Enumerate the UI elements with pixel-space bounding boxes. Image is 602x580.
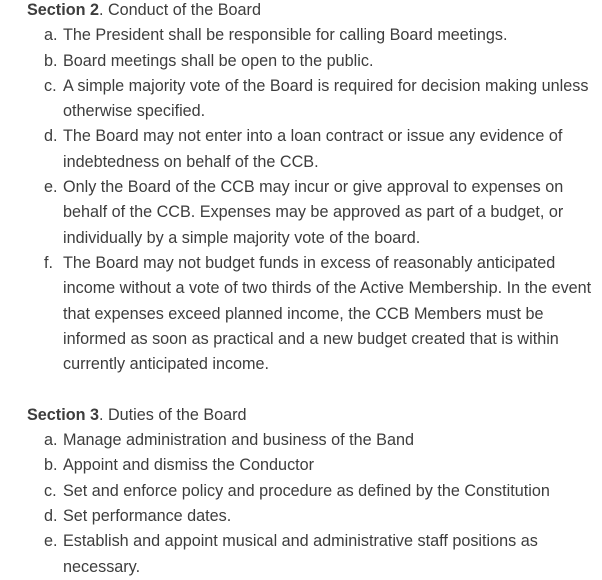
list-item-text: Set performance dates. xyxy=(63,506,232,525)
section-list xyxy=(0,23,602,377)
section-spacer xyxy=(0,377,602,402)
section-title: . Conduct of the Board xyxy=(98,1,261,19)
list-marker: a. xyxy=(44,431,58,450)
list-marker: a. xyxy=(44,26,58,45)
list-marker: f. xyxy=(44,253,53,272)
list-item-text: The Board may not enter into a loan contract or issue any evidence of indebtedness on behalf of the CCB. xyxy=(63,127,563,171)
list-marker: b. xyxy=(44,51,58,70)
list-item xyxy=(0,175,602,251)
list-item xyxy=(0,428,602,453)
list-marker: b. xyxy=(44,456,58,475)
list-item xyxy=(0,251,602,377)
section-heading xyxy=(27,0,602,23)
list-item xyxy=(0,49,602,74)
list-item-text: The Board may not budget funds in excess of reasonably anticipated income without a vote of two thirds of the Active Membership. In the event that expenses exceed planned income, the CCB Members must be informed as soon as practical and a new budget created that is within currently anticipated income. xyxy=(63,253,592,374)
section-number: Section 2 xyxy=(27,1,99,19)
list-item xyxy=(0,453,602,478)
list-item xyxy=(0,74,602,125)
list-item-text: Only the Board of the CCB may incur or give approval to expenses on behalf of the CCB. Expenses may be approved as part of a budget, or individually by a simple majority vote of the board. xyxy=(63,178,564,247)
list-item-text: Establish and appoint musical and administrative staff positions as necessary. xyxy=(63,532,538,576)
list-item-text: Appoint and dismiss the Conductor xyxy=(63,456,315,475)
list-marker: c. xyxy=(44,76,57,95)
list-item-text: Set and enforce policy and procedure as defined by the Constitution xyxy=(63,481,550,500)
list-item xyxy=(0,479,602,504)
list-item xyxy=(0,23,602,48)
list-item xyxy=(0,124,602,175)
list-item-text: Manage administration and business of the Band xyxy=(63,431,414,450)
section-3 xyxy=(0,403,602,580)
list-item-text: The President shall be responsible for calling Board meetings. xyxy=(63,26,508,45)
list-marker: d. xyxy=(44,506,58,525)
list-marker: e. xyxy=(44,532,58,551)
list-item-text: A simple majority vote of the Board is required for decision making unless otherwise specified. xyxy=(63,76,589,121)
section-title: . Duties of the Board xyxy=(98,405,247,424)
list-item-text: Board meetings shall be open to the public. xyxy=(63,51,374,70)
list-marker: d. xyxy=(44,127,58,146)
list-marker: e. xyxy=(44,178,58,197)
list-item xyxy=(0,504,602,529)
section-number: Section 3 xyxy=(27,405,99,424)
list-item xyxy=(0,529,602,580)
section-list xyxy=(0,428,602,580)
section-heading xyxy=(27,403,602,428)
list-marker: c. xyxy=(44,481,57,500)
